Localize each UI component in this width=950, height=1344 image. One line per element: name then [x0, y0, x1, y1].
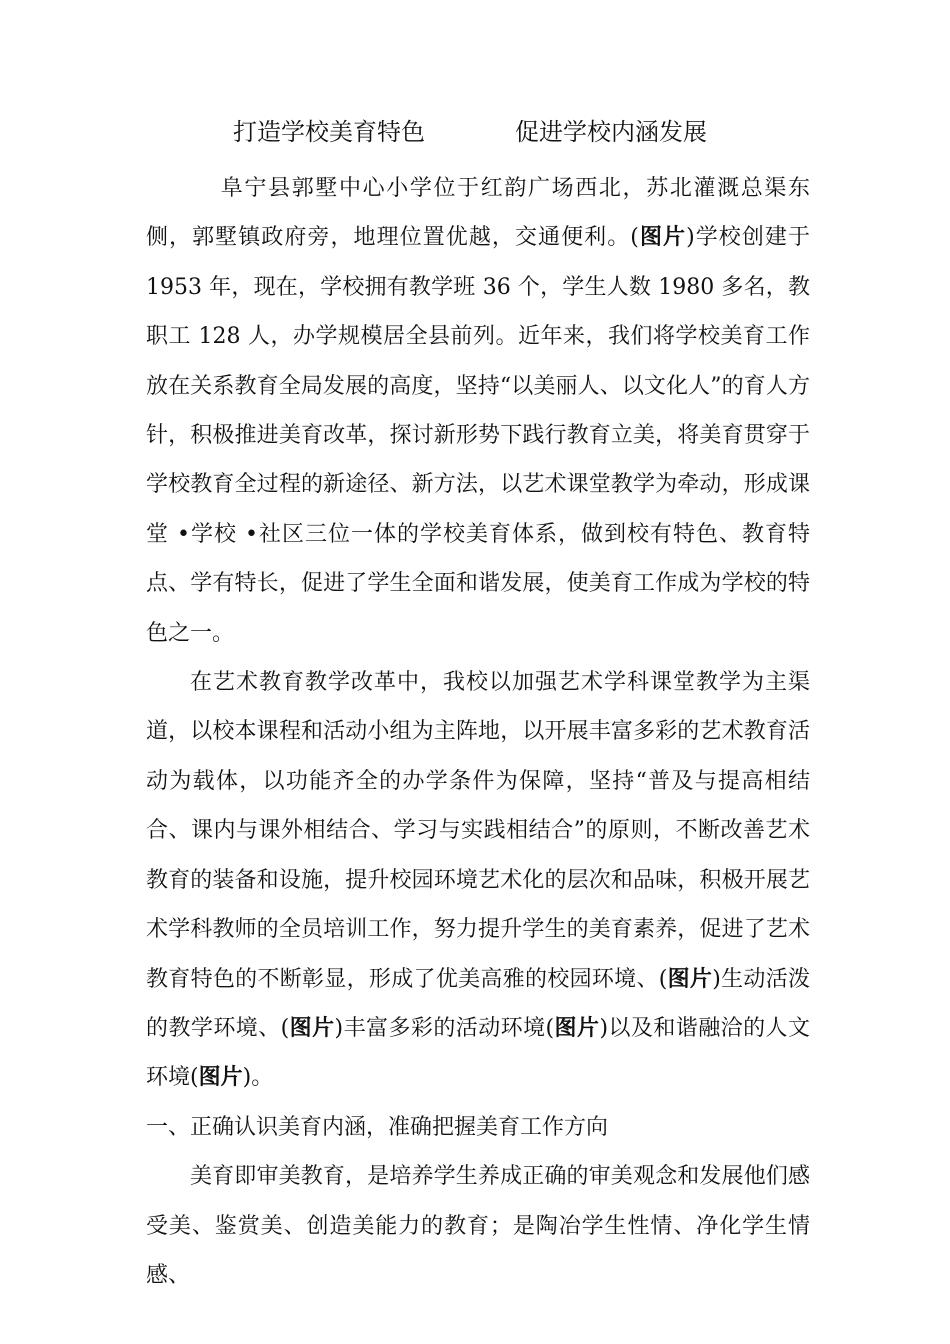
paragraph-1-text-b: )学校创建于 1953 年，现在，学校拥有教学班 36 个，学生人数 1980 多名，教职工 128 人，办学规模居全县前列。近年来，我们将学校美育工作放在关系教育全局发展的高度，坚持“以美丽人、以文化人”的育人方针，积极推进美育改革，探讨新形势下践行教育立美，将美育贯穿于学校教育全过程的新途径、新方法，以艺术课堂教学为牵动，形成课堂 •学校 •社区三位一体的学校美育体系，做到校有特色、教育特点、学有特长，促进了学生全面和谐发展，使美育工作成为学校的特色之一。: [146, 225, 810, 646]
title-part-1: 打造学校美育特色: [233, 118, 425, 146]
paragraph-2: [146, 658, 810, 1103]
document-body: [146, 164, 810, 1300]
paragraph-2-text-e: )。: [242, 1065, 274, 1091]
section-heading-1: 一、正确认识美育内涵，准确把握美育工作方向: [146, 1114, 609, 1140]
paragraph-2-text-c: )丰富多彩的活动环境(: [334, 1015, 555, 1041]
paragraph-2-text-d: )以及和谐融洽的人文环境(: [146, 1015, 810, 1091]
title-part-2: 促进学校内涵发展: [515, 118, 707, 146]
paragraph-3: 美育即审美教育，是培养学生养成正确的审美观念和发展他们感受美、鉴赏美、创造美能力的教育；是陶冶学生性情、净化学生情感、: [146, 1164, 810, 1288]
paragraph-1-text-a: 阜宁县郭墅中心小学位于红韵广场西北，苏北灌溉总渠东侧，郭墅镇政府旁，地理位置优越，交通便利。(: [146, 176, 810, 251]
paragraph-1: [146, 164, 810, 658]
image-placeholder: 图片: [667, 966, 713, 992]
paragraph-2-text-a: 在艺术教育教学改革中，我校以加强艺术学科课堂教学为主渠道，以校本课程和活动小组为主阵地，以开展丰富多彩的艺术教育活动为载体，以功能齐全的办学条件为保障，坚持“普及与提高相结合、课内与课外相结合、学习与实践相结合”的原则，不断改善艺术教育的装备和设施，提升校园环境艺术化的层次和品味，积极开展艺术学科教师的全员培训工作，努力提升学生的美育素养，促进了艺术教育特色的不断彰显，形成了优美高雅的校园环境、(: [146, 670, 810, 992]
image-placeholder: 图片: [289, 1015, 335, 1041]
document-title: [0, 112, 950, 152]
paragraph-2-text-b: )生动活泼的教学环境、(: [146, 966, 810, 1041]
image-placeholder: 图片: [638, 225, 687, 251]
image-placeholder: 图片: [554, 1015, 600, 1041]
image-placeholder: 图片: [198, 1065, 243, 1091]
